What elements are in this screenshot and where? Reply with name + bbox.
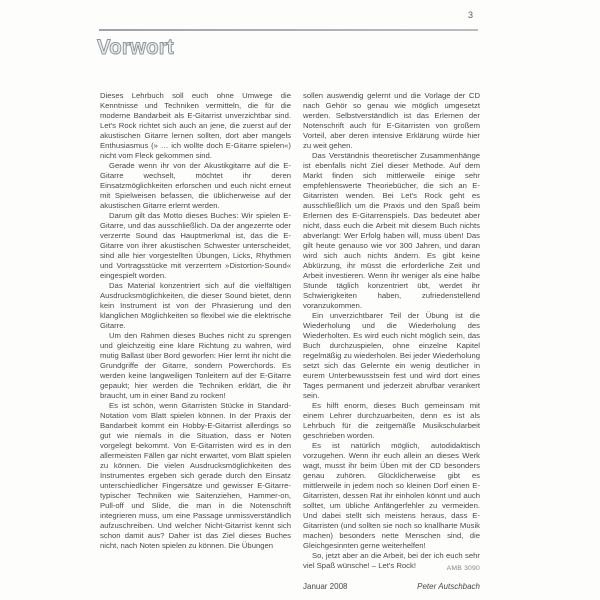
paragraph: Es hilft enorm, dieses Buch gemeinsam mit einem Lehrer durchzuarbeiten, denn es ist als Lehrbuch für die zeitgemäße Musikschularbeit geschrieben worden. — [303, 401, 480, 440]
left-column — [100, 91, 291, 557]
signoff-date: Januar 2008 — [303, 582, 348, 591]
paragraph: Es ist schön, wenn Gitarristen Stücke in Standard-Notation vom Blatt spielen können. In der Praxis der Bandarbeit kommt ein Hobby-E-Gitarrist allerdings so gut wie niemals in die Situation, dass er Noten vorgelegt bekommt. Von E-Gitarristen wird es in den allermeisten Fällen gar nicht erwartet, vom Blatt spielen zu können. Die vielen Ausdrucksmöglichkeiten des Instrumentes ergeben sich gerade durch den Einsatz unterschiedlicher Fingersätze und gewisser E-Gitarre-typischer Techniken wie Saitenziehen, Hammer-on, Pull-off und Slide, die man in die Notenschrift integrieren muss, um eine Passage unmissverständlich aufzuschreiben. Und welcher Nicht-Gitarrist kennt sich schon damit aus? Daher ist das Ziel dieses Buches nicht, nach Noten spielen zu können. Die Übungen — [100, 401, 291, 550]
paragraph: Das Verständnis theoretischer Zusammenhänge ist ebenfalls nicht Ziel dieser Methode. Auf dem Markt finden sich mittlerweile einige sehr empfehlenswerte Theoriebücher, die sich an E-Gitarristen wenden. Bei Let's Rock geht es ausschließlich um die Praxis und den Spaß beim Erlernen des E-Gitarrenspiels. Das bedeutet aber nicht, dass euch die Arbeit mit diesem Buch nichts abverlangt: Wer Erfolg haben will, muss üben! Das gilt heute genauso wie vor 300 Jahren, und daran wird sich auch nichts ändern. Es gibt keine Abkürzung, ihr müsst die erforderliche Zeit und Arbeit investieren. Wenn ihr weniger als eine halbe Stunde täglich konzentriert übt, werdet ihr Schwierigkeiten haben, zufriedenstellend voranzukommen. — [303, 151, 480, 310]
paragraph: sollen auswendig gelernt und die Vorlage der CD nach Gehör so genau wie möglich umgesetzt werden. Selbstverständlich ist das Erlernen der Notenschrift auch für E-Gitarristen von großem Vorteil, aber deren intensive Erklärung würde hier zu weit gehen. — [303, 91, 480, 150]
paragraph: So, jetzt aber an die Arbeit, bei der ich euch sehr viel Spaß wünsche! – Let's Rock! — [303, 551, 480, 570]
header-rule — [99, 29, 478, 31]
signoff-author: Peter Autschbach — [417, 582, 480, 591]
paragraph: Dieses Lehrbuch soll euch ohne Umwege die Kenntnisse und Techniken vermitteln, die für die moderne Bandarbeit als E-Gitarrist unverzichtbar sind. Let's Rock richtet sich auch an jene, die zuerst auf der akustischen Gitarre lernen sollten, dort aber mangels Enthusiasmus (» … ich wollte doch E-Gitarre spielen«) nicht vom Fleck gekommen sind. — [100, 91, 291, 160]
signoff-row — [303, 582, 480, 592]
right-column — [303, 91, 480, 592]
paragraph: Es ist natürlich möglich, autodidaktisch vorzugehen. Wenn ihr euch allein an dieses Werk wagt, musst ihr beim Üben mit der CD besonders genau zuhören. Glücklicherweise gibt es mittlerweile in jedem noch so kleinen Dorf einen E-Gitarristen, dessen Rat ihr einholen könnt und auch solltet, um übliche Anfängerfehler zu vermeiden. Und dabei stellt sich meistens heraus, dass E-Gitarristen (und sollten sie noch so knallharte Musik machen) besonders nette Menschen sind, die Gleichgesinnten gerne weiterhelfen! — [303, 441, 480, 550]
page-title: Vorwort — [97, 36, 174, 59]
page-number: 3 — [467, 10, 473, 20]
paragraph: Ein unverzichtbarer Teil der Übung ist die Wiederholung und die Wiederholung des Wiederholten. Es wird euch nicht möglich sein, das Buch durchzuspielen, ohne einzelne Kapitel regelmäßig zu wiederholen. Bei jeder Wiederholung setzt sich das Gelernte ein wenig deutlicher in eurem Unterbewusstsein fest und wird dort eines Tages permanent und jederzeit abrufbar verankert sein. — [303, 311, 480, 400]
paragraph: Das Material konzentriert sich auf die vielfältigen Ausdrucksmöglichkeiten, die dieser Sound bietet, denn kein Instrument ist von der Phrasierung und den klanglichen Möglichkeiten so flexibel wie die elektrische Gitarre. — [100, 281, 291, 330]
paragraph: Um den Rahmen dieses Buches nicht zu sprengen und gleichzeitig eine klare Richtung zu wahren, wird mutig Ballast über Bord geworfen: Hier lernt ihr nicht die Grundgriffe der Gitarre, sondern Powerchords. Es werden keine langweiligen Tonleitern auf der E-Gitarre gepaukt; hier werden die Techniken erklärt, die ihr braucht, um in einer Band zu rocken! — [100, 331, 291, 400]
paragraph: Darum gilt das Motto dieses Buches: Wir spielen E-Gitarre, und das ausschließlich. Da der angezerrte oder verzerrte Sound das Hauptmerkmal ist, das die E-Gitarre von ihrer akustischen Schwester unterscheidet, sind alle hier vorgestellten Übungen, Licks, Rhythmen und Vortragsstücke mit verzerrtem »Distortion-Sound« eingespielt worden. — [100, 211, 291, 280]
catalog-number: AMB 3090 — [446, 565, 480, 572]
paragraph: Gerade wenn ihr von der Akustikgitarre auf die E-Gitarre wechselt, möchtet ihr deren Einsatzmöglichkeiten erforschen und euch nicht erneut mit Spielweisen befassen, die üblicherweise auf der akustischen Gitarre erlernt werden. — [100, 161, 291, 210]
